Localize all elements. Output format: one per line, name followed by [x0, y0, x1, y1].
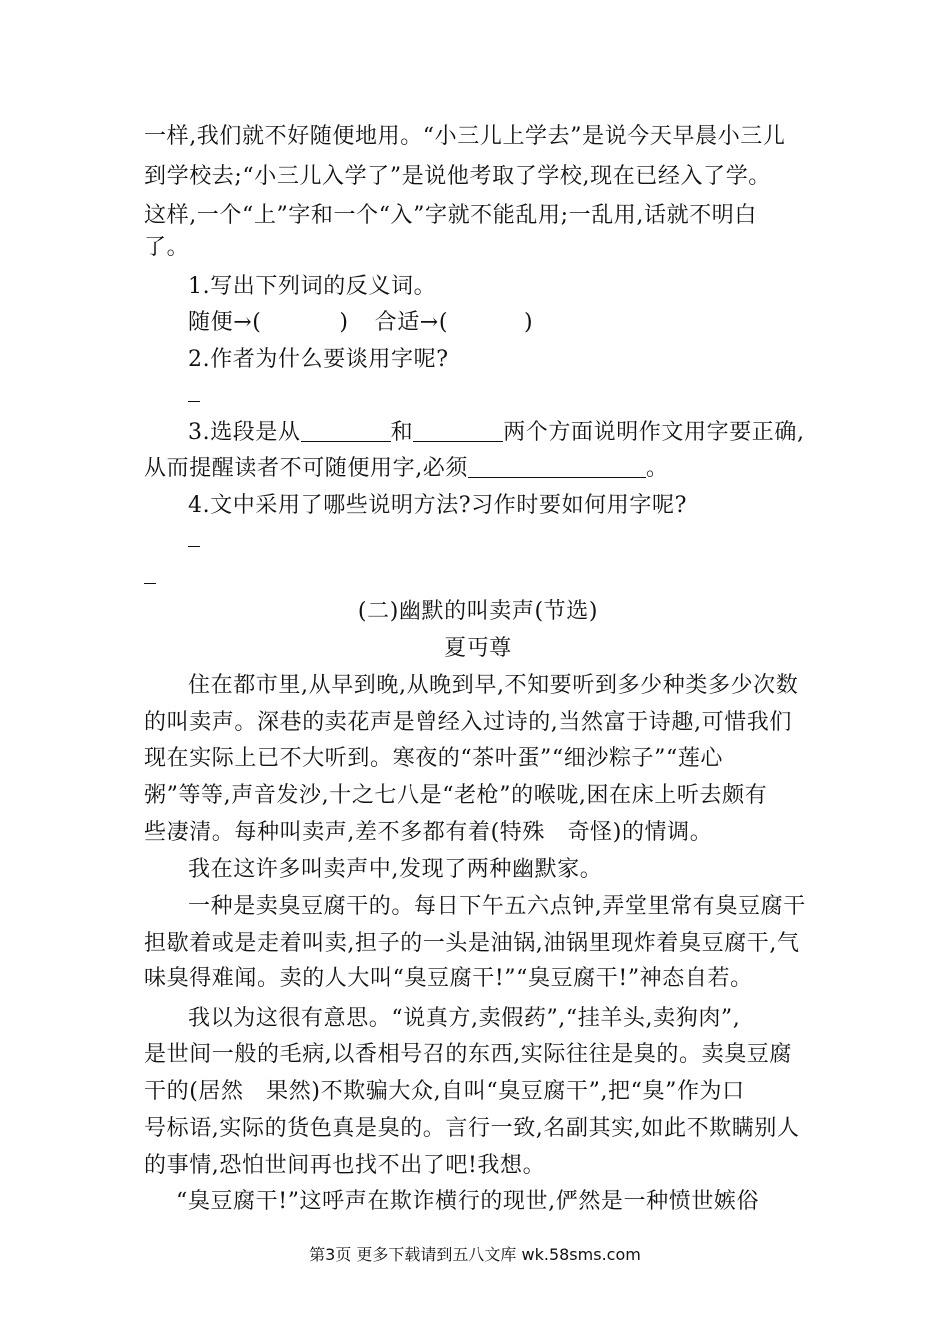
question-1-items [188, 308, 812, 338]
passage2-line-10: 我以为这很有意思。“说真方,卖假药”,“挂羊头,卖狗肉”, [188, 1006, 741, 1031]
question-3-part-c: 两个方面说明作文用字要正确, [503, 420, 805, 445]
question-3-part-b: 和 [390, 420, 414, 445]
passage2-line-14: 的事情,恐怕世间再也找不出了吧!我想。 [144, 1153, 546, 1178]
blank-q3-2[interactable] [413, 419, 503, 442]
passage2-line-8: 担歇着或是走着叫卖,担子的一头是油锅,油锅里现炸着臭豆腐干,气 [144, 931, 800, 956]
question-3-part-e: 。 [646, 456, 669, 481]
passage2-title: (二)幽默的叫卖声(节选) [357, 599, 599, 624]
antonym-item-1-close: ) [339, 310, 349, 335]
answer-line-q4-2[interactable] [144, 583, 156, 584]
question-4: 4.文中采用了哪些说明方法?习作时要如何用字呢? [188, 493, 687, 518]
answer-line-q2[interactable] [188, 401, 200, 402]
passage2-line-9: 味臭得难闻。卖的人大叫“臭豆腐干!”“臭豆腐干!”神态自若。 [144, 966, 753, 991]
passage2-line-3: 现在实际上已不大听到。寒夜的“茶叶蛋”“细沙粽子”“莲心 [144, 746, 724, 771]
passage2-line-6: 我在这许多叫卖声中,发现了两种幽默家。 [188, 857, 603, 882]
passage1-line-3: 这样,一个“上”字和一个“入”字就不能乱用;一乱用,话就不明白 [144, 203, 757, 228]
passage2-author: 夏丏尊 [444, 636, 512, 661]
blank-q3-1[interactable] [301, 419, 391, 442]
passage1-line-4: 了。 [144, 235, 190, 260]
page-footer: 第3页 更多下载请到五八文库 wk.58sms.com [309, 1245, 641, 1264]
passage2-line-13: 号标语,实际的货色真是臭的。言行一致,名副其实,如此不欺瞒别人 [144, 1116, 800, 1141]
blank-q3-3[interactable] [468, 455, 646, 478]
passage1-line-2: 到学校去;“小三儿入学了”是说他考取了学校,现在已经入了学。 [144, 164, 771, 189]
passage2-line-7: 一种是卖臭豆腐干的。每日下午五六点钟,弄堂里常有臭豆腐干 [188, 894, 806, 919]
question-3-part-a: 3.选段是从 [188, 420, 301, 445]
passage2-line-5: 些凄清。每种叫卖声,差不多都有着(特殊 奇怪)的情调。 [144, 820, 713, 845]
answer-line-q4-1[interactable] [188, 546, 200, 547]
antonym-item-1: 随便→( [188, 310, 262, 335]
passage2-line-12: 干的(居然 果然)不欺骗大众,自叫“臭豆腐干”,把“臭”作为口 [144, 1079, 745, 1104]
antonym-item-2: 合适→( [374, 310, 449, 335]
passage1-line-1: 一样,我们就不好随便地用。“小三儿上学去”是说今天早晨小三儿 [144, 124, 786, 149]
question-3-line-1 [188, 418, 812, 448]
passage2-line-4: 粥”等等,声音发沙,十之七八是“老枪”的喉咙,困在床上听去颇有 [144, 783, 768, 808]
question-3-part-d: 从而提醒读者不可随便用字,必须 [144, 456, 468, 481]
antonym-item-2-close: ) [524, 310, 534, 335]
passage2-line-2: 的叫卖声。深巷的卖花声是曾经入过诗的,当然富于诗趣,可惜我们 [144, 710, 792, 735]
question-1: 1.写出下列词的反义词。 [188, 274, 437, 299]
question-2: 2.作者为什么要谈用字呢? [188, 347, 449, 372]
passage2-line-11: 是世间一般的毛病,以香相号召的东西,实际往往是臭的。卖臭豆腐 [144, 1042, 792, 1067]
passage2-line-15: “臭豆腐干!”这呼声在欺诈横行的现世,俨然是一种愤世嫉俗 [176, 1189, 760, 1214]
passage2-line-1: 住在都市里,从早到晚,从晚到早,不知要听到多少种类多少次数 [188, 673, 799, 698]
question-3-line-2 [144, 454, 812, 484]
